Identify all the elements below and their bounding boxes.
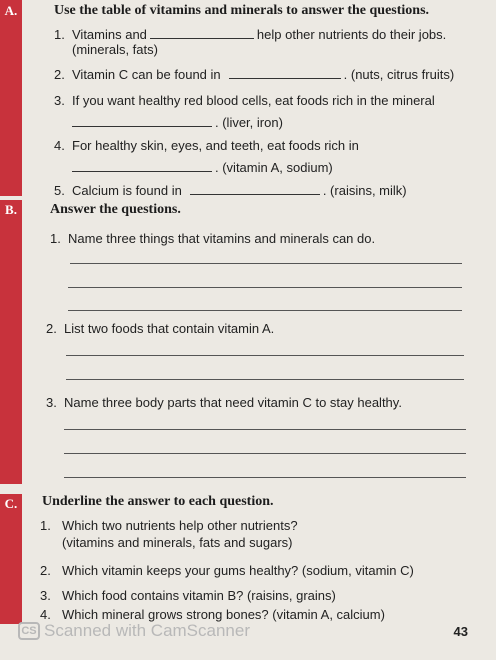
question-text: If you want healthy red blood cells, eat foods rich in the mineral [72, 93, 435, 108]
question-options: . (liver, iron) [215, 115, 283, 130]
question-a3-answer [72, 114, 283, 131]
question-text: Which mineral grows strong bones? (vitamin A, calcium) [62, 607, 385, 622]
section-a-heading: Use the table of vitamins and minerals to answer the questions. [54, 3, 430, 18]
section-a-label: A. [1, 2, 21, 20]
question-number: 1. [54, 27, 65, 42]
section-c-heading: Underline the answer to each question. [42, 494, 274, 509]
question-text: Name three body parts that need vitamin C to stay healthy. [64, 395, 402, 410]
question-a2 [54, 66, 454, 83]
question-number: 3. [40, 588, 51, 603]
question-number: 2. [46, 321, 57, 336]
answer-blank[interactable] [72, 159, 212, 172]
question-text: For healthy skin, eyes, and teeth, eat foods rich in [72, 138, 359, 153]
camscanner-watermark [18, 621, 250, 641]
answer-line[interactable] [68, 287, 462, 288]
camscanner-icon: CS [18, 622, 40, 640]
question-c1 [40, 518, 298, 534]
question-a3 [54, 93, 435, 109]
question-text: help other nutrients do their jobs. [256, 27, 447, 42]
question-text: Which food contains vitamin B? (raisins, grains) [62, 588, 336, 603]
question-a1 [54, 26, 446, 43]
question-c3[interactable] [40, 588, 336, 604]
section-c-bar [0, 494, 22, 624]
question-a5 [54, 182, 407, 199]
answer-line[interactable] [64, 453, 466, 454]
question-text: Vitamin C can be found in [72, 67, 221, 82]
answer-blank[interactable] [72, 114, 212, 127]
question-number: 4. [40, 607, 51, 622]
question-number: 3. [54, 93, 65, 108]
section-c-label: C. [1, 495, 21, 513]
answer-line[interactable] [68, 310, 462, 311]
question-options: . (vitamin A, sodium) [215, 160, 333, 175]
question-number: 5. [54, 183, 65, 198]
section-a-bar [0, 0, 22, 196]
question-b3 [46, 395, 402, 411]
question-number: 4. [54, 138, 65, 153]
question-number: 2. [54, 67, 65, 82]
question-c1-options[interactable]: (vitamins and minerals, fats and sugars) [62, 535, 293, 550]
question-a4-answer [72, 159, 333, 176]
answer-line[interactable] [66, 379, 464, 380]
question-options: . (nuts, citrus fruits) [343, 67, 455, 82]
question-a1-options: (minerals, fats) [72, 42, 158, 57]
question-text: Name three things that vitamins and minerals can do. [68, 231, 376, 246]
section-b-label: B. [1, 201, 21, 219]
question-number: 1. [40, 518, 51, 533]
question-b2 [46, 321, 274, 337]
answer-blank[interactable] [150, 26, 254, 39]
question-a4 [54, 138, 359, 154]
question-text: Which vitamin keeps your gums healthy? (sodium, vitamin C) [62, 563, 414, 578]
page-number: 43 [453, 624, 468, 639]
question-b1 [50, 231, 375, 247]
question-text: Which two nutrients help other nutrients? [62, 518, 298, 533]
question-options: . (raisins, milk) [322, 183, 407, 198]
answer-line[interactable] [66, 355, 464, 356]
section-b-heading: Answer the questions. [50, 202, 181, 217]
question-text: Vitamins and [72, 27, 147, 42]
watermark-text: Scanned with CamScanner [44, 621, 251, 640]
question-text: List two foods that contain vitamin A. [64, 321, 275, 336]
answer-line[interactable] [70, 263, 462, 264]
answer-line[interactable] [64, 429, 466, 430]
question-number: 2. [40, 563, 51, 578]
answer-blank[interactable] [190, 182, 320, 195]
section-b-bar [0, 200, 22, 484]
question-number: 3. [46, 395, 57, 410]
answer-blank[interactable] [229, 66, 341, 79]
answer-line[interactable] [64, 477, 466, 478]
question-text: Calcium is found in [72, 183, 182, 198]
question-c2[interactable] [40, 563, 414, 579]
question-number: 1. [50, 231, 61, 246]
